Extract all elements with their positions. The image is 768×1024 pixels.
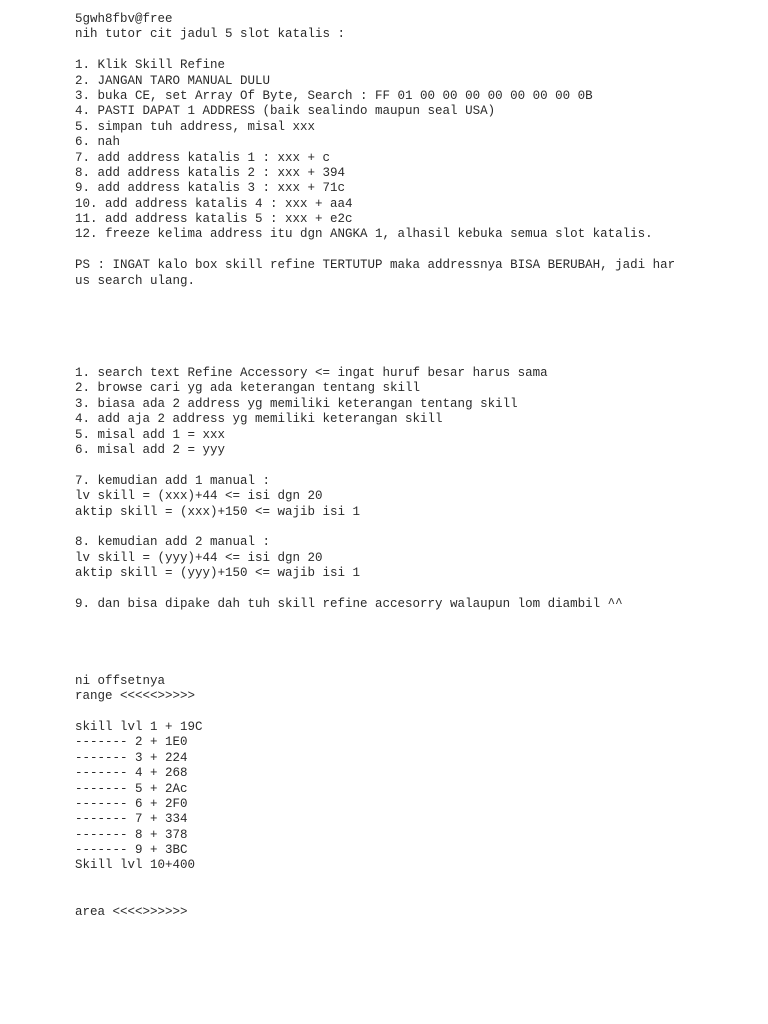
list-item: 7. kemudian add 1 manual : [75, 473, 271, 488]
spacer [75, 304, 755, 319]
document-body [75, 12, 755, 920]
spacer [75, 43, 755, 58]
list-item: 4. add aja 2 address yg memiliki keterangan skill [75, 412, 443, 427]
list-item: ------- 7 + 334 [75, 812, 188, 827]
offsets-title: ni offsetnya [75, 673, 166, 688]
spacer [75, 612, 755, 627]
spacer [75, 243, 755, 258]
list-item: ------- 8 + 378 [75, 827, 188, 842]
user-handle: 5gwh8fbv@free [75, 12, 173, 26]
list-item: skill lvl 1 + 19C [75, 719, 203, 734]
list-item: ------- 9 + 3BC [75, 843, 188, 858]
list-item: 1. search text Refine Accessory <= ingat huruf besar harus sama [75, 365, 548, 380]
offsets-list [75, 720, 755, 874]
list-item: 8. add address katalis 2 : xxx + 394 [75, 165, 346, 180]
list-item: ------- 5 + 2Ac [75, 781, 188, 796]
list-item: 2. browse cari yg ada keterangan tentang skill [75, 381, 421, 396]
list-item: 8. kemudian add 2 manual : [75, 535, 271, 550]
list-item: aktip skill = (yyy)+150 <= wajib isi 1 [75, 566, 361, 581]
list-item: Skill lvl 10+400 [75, 858, 196, 873]
list-item: 4. PASTI DAPAT 1 ADDRESS (baik sealindo maupun seal USA) [75, 104, 496, 119]
spacer [75, 874, 755, 889]
list-item: 12. freeze kelima address itu dgn ANGKA 1, alhasil kebuka semua slot katalis. [75, 227, 653, 242]
list-item: ------- 3 + 224 [75, 750, 188, 765]
ps-note-line-1: PS : INGAT kalo box skill refine TERTUTUP maka addressnya BISA BERUBAH, jadi har [75, 258, 676, 273]
spacer [75, 581, 755, 596]
spacer [75, 335, 755, 350]
spacer [75, 351, 755, 366]
step-7-block [75, 474, 755, 520]
list-item: 6. misal add 2 = yyy [75, 442, 226, 457]
spacer [75, 628, 755, 643]
spacer [75, 658, 755, 673]
range-line: range <<<<<>>>>> [75, 689, 196, 704]
list-item: 5. misal add 1 = xxx [75, 427, 226, 442]
spacer [75, 520, 755, 535]
area-line: area <<<<>>>>>> [75, 904, 188, 919]
spacer [75, 458, 755, 473]
step-8-block [75, 535, 755, 581]
list-item: 9. add address katalis 3 : xxx + 71c [75, 181, 346, 196]
intro-line: nih tutor cit jadul 5 slot katalis : [75, 27, 346, 42]
spacer [75, 705, 755, 720]
list-item: 6. nah [75, 135, 121, 150]
spacer [75, 889, 755, 904]
spacer [75, 320, 755, 335]
list-item: aktip skill = (xxx)+150 <= wajib isi 1 [75, 504, 361, 519]
list-item: lv skill = (xxx)+44 <= isi dgn 20 [75, 489, 323, 504]
list-item: 3. biasa ada 2 address yg memiliki keterangan tentang skill [75, 396, 518, 411]
katalis-steps-list [75, 58, 755, 243]
list-item: 10. add address katalis 4 : xxx + aa4 [75, 196, 353, 211]
list-item: 1. Klik Skill Refine [75, 58, 226, 73]
spacer [75, 289, 755, 304]
refine-accessory-steps-list [75, 366, 755, 458]
list-item: 2. JANGAN TARO MANUAL DULU [75, 73, 271, 88]
list-item: lv skill = (yyy)+44 <= isi dgn 20 [75, 550, 323, 565]
list-item: 5. simpan tuh address, misal xxx [75, 119, 316, 134]
list-item: ------- 6 + 2F0 [75, 796, 188, 811]
ps-note-line-2: us search ulang. [75, 273, 196, 288]
list-item: ------- 4 + 268 [75, 766, 188, 781]
step-9-line: 9. dan bisa dipake dah tuh skill refine accesorry walaupun lom diambil ^^ [75, 596, 623, 611]
list-item: 3. buka CE, set Array Of Byte, Search : FF 01 00 00 00 00 00 00 00 0B [75, 88, 593, 103]
spacer [75, 643, 755, 658]
list-item: 7. add address katalis 1 : xxx + c [75, 150, 331, 165]
list-item: ------- 2 + 1E0 [75, 735, 188, 750]
list-item: 11. add address katalis 5 : xxx + e2c [75, 212, 353, 227]
